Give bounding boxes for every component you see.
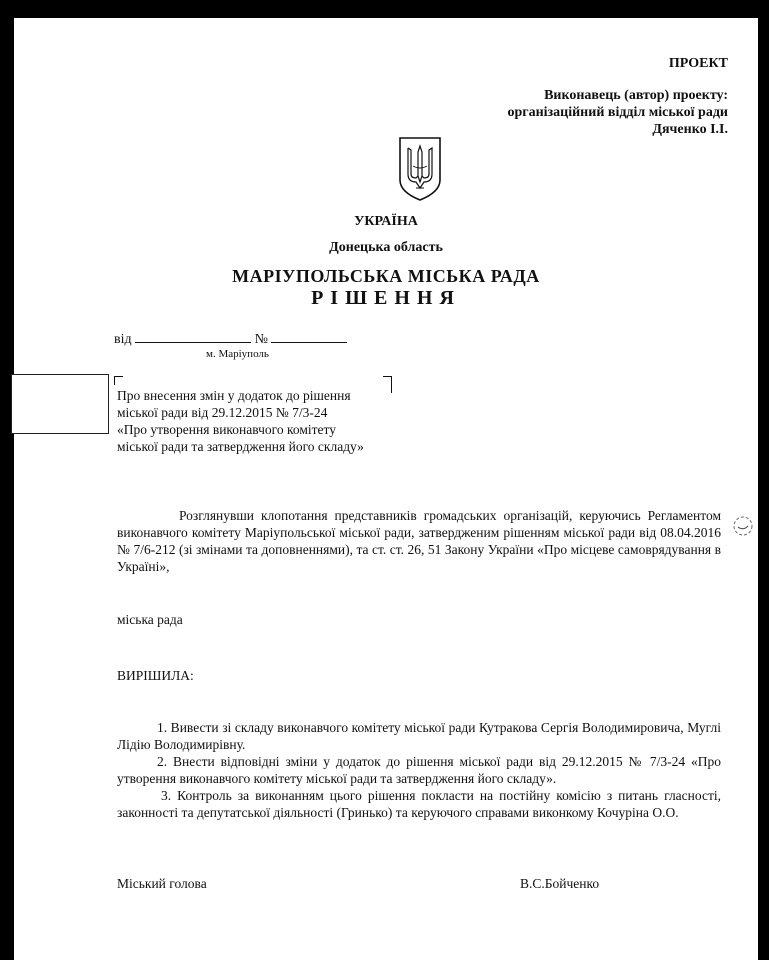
resolution-items: [117, 719, 721, 821]
executor-line: організаційний відділ міської ради: [507, 105, 728, 120]
document-type-heading: РІШЕННЯ: [311, 287, 461, 309]
council-label: міська рада: [117, 612, 183, 627]
document-page: [14, 18, 758, 960]
subject-line: «Про утворення виконавчого комітету: [117, 422, 337, 437]
executor-block: [308, 87, 728, 138]
subject-line: міської ради від 29.12.2015 № 7/3-24: [117, 405, 328, 420]
signature-name: В.С.Бойченко: [520, 876, 600, 891]
signature-position: Міський голова: [117, 876, 207, 891]
city-label: м. Маріуполь: [206, 348, 269, 360]
subject-line: міської ради та затвердження його складу»: [117, 439, 364, 454]
region-heading: Донецька область: [329, 240, 443, 255]
resolution-item: 3. Контроль за виконанням цього рішення покласти на постійну комісію з питань гласності, законності та депутатської діяльності (Гринько) та керуючого справами виконкому Кочуріна О.О.: [117, 788, 721, 820]
resolution-item: 2. Внести відповідні зміни у додаток до рішення міської ради від 29.12.2015 № 7/3-24 «Про утворення виконавчого комітету міської ради та затвердження його складу».: [117, 754, 721, 786]
draft-label: ПРОЕКТ: [668, 56, 728, 71]
date-number-line: [114, 330, 347, 348]
executor-line: Виконавець (автор) проекту:: [544, 88, 728, 103]
number-blank: [271, 330, 347, 343]
date-blank: [135, 330, 251, 343]
resolution-item: 1. Вивести зі складу виконавчого комітету міської ради Кутракова Сергія Володимировича, Муглі Лідію Володимирівну.: [117, 720, 721, 752]
subject-block: [117, 387, 417, 455]
executor-line: Дяченко І.І.: [652, 122, 728, 137]
subject-bracket-left: [114, 376, 123, 385]
council-heading: МАРІУПОЛЬСЬКА МІСЬКА РАДА: [232, 266, 540, 286]
number-label: №: [254, 332, 268, 347]
country-heading: УКРАЇНА: [354, 214, 418, 229]
date-from-label: від: [114, 332, 132, 347]
scan-artifact-mark: [732, 515, 754, 537]
preamble-paragraph: Розглянувши клопотання представників громадських організацій, керуючись Регламентом виконавчого комітету Маріупольської міської ради, затвердженим рішенням міської ради від 08.04.2016 № 7/6-212 (зі змінами та доповненнями), та ст. ст. 26, 51 Закону України «Про місцеве самоврядування в Україні»,: [117, 508, 721, 574]
subject-line: Про внесення змін у додаток до рішення: [117, 388, 351, 403]
resolved-label: ВИРІШИЛА:: [117, 668, 194, 683]
trident-coat-of-arms-icon: [397, 136, 443, 202]
redacted-stamp-box: [11, 374, 109, 434]
